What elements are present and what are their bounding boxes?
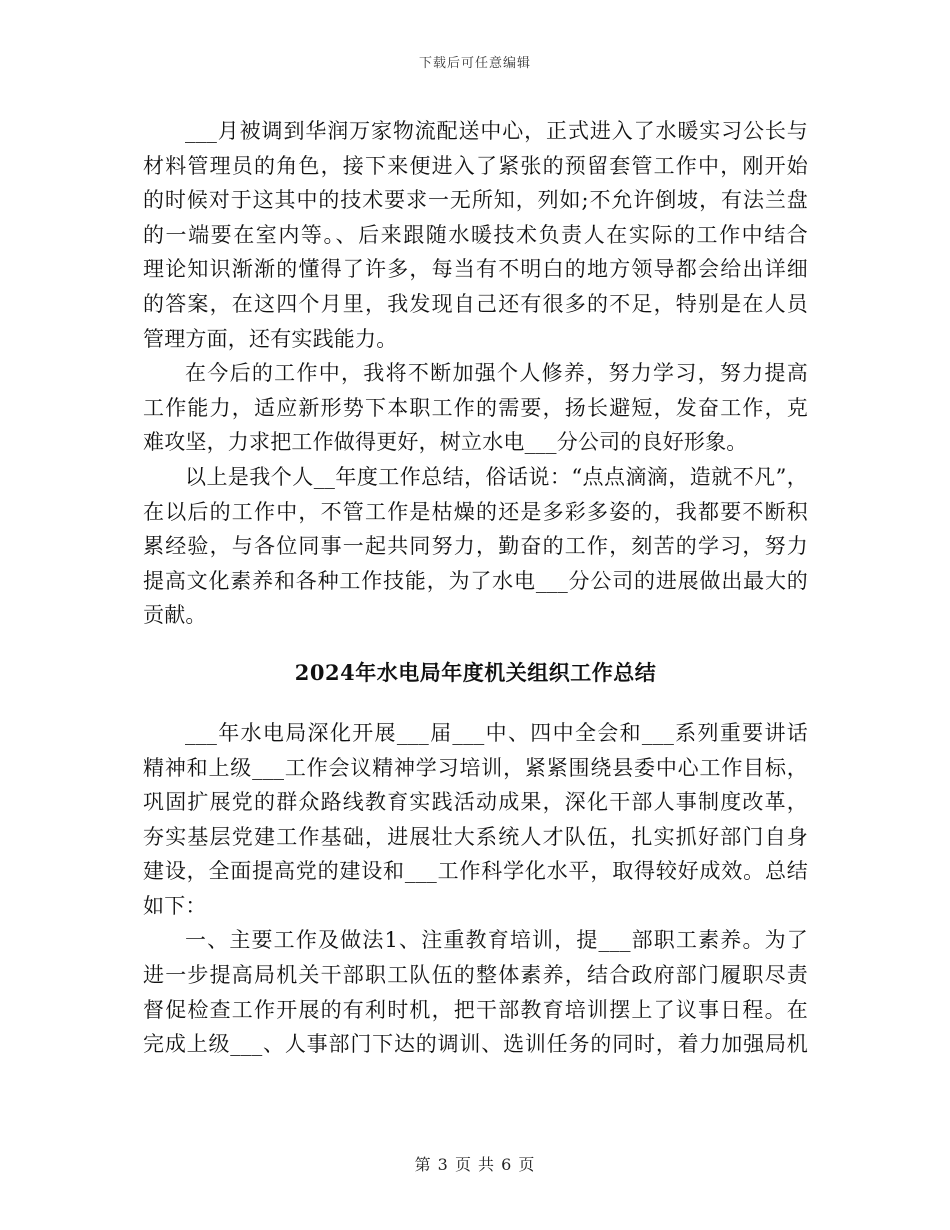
text-line: 在以后的工作中，不管工作是枯燥的还是多彩多姿的，我都要不断积: [143, 499, 808, 524]
paragraph: [143, 114, 808, 356]
section-title: 2024年水电局年度机关组织工作总结: [294, 659, 657, 685]
text-line: 一、主要工作及做法1、注重教育培训，提___部职工素养。为了: [185, 928, 808, 953]
paragraph: [143, 923, 808, 1061]
text-line: 进一步提高局机关干部职工队伍的整体素养，结合政府部门履职尽责: [143, 963, 808, 988]
text-line: 提高文化素养和各种工作技能，为了水电___分公司的进展做出最大的: [143, 568, 808, 593]
text-line: 的时候对于这其中的技术要求一无所知，列如;不允许倒坡，有法兰盘: [143, 188, 808, 213]
text-line: 工作能力，适应新形势下本职工作的需要，扬长避短，发奋工作，克: [143, 395, 808, 420]
text-line: 贡献。: [143, 603, 207, 628]
text-line: 巩固扩展党的群众路线教育实践活动成果，深化干部人事制度改革，: [143, 790, 808, 815]
text-line: 以上是我个人__年度工作总结，俗话说：“点点滴滴，造就不凡”，: [185, 464, 808, 489]
text-line: 管理方面，还有实践能力。: [143, 326, 398, 351]
text-line: 夯实基层党建工作基础，进展壮大系统人才队伍，扎实抓好部门自身: [143, 824, 808, 849]
text-line: 的一端要在室内等。、后来跟随水暖技术负责人在实际的工作中结合: [143, 222, 808, 247]
text-line: ___年水电局深化开展___届___中、四中全会和___系列重要讲话: [185, 720, 808, 745]
document-body: [143, 114, 808, 1062]
text-line: 在今后的工作中，我将不断加强个人修养，努力学习，努力提高: [185, 361, 808, 386]
text-line: ___月被调到华润万家物流配送中心，正式进入了水暖实习公长与: [185, 119, 808, 143]
text-line: 如下：: [143, 893, 207, 918]
text-line: 难攻坚，力求把工作做得更好，树立水电___分公司的良好形象。: [143, 430, 748, 455]
text-line: 建设，全面提高党的建设和___工作科学化水平，取得较好成效。总结: [143, 859, 808, 884]
text-line: 的答案，在这四个月里，我发现自己还有很多的不足，特别是在人员: [143, 291, 808, 316]
paragraph: [143, 716, 808, 924]
paragraph: [143, 460, 808, 633]
page-header: 下载后可任意编辑: [418, 56, 531, 71]
page-number: 第 3 页 共 6 页: [414, 1155, 536, 1174]
paragraph: [143, 356, 808, 460]
text-line: 督促检查工作开展的有利时机，把干部教育培训摆上了议事日程。在: [143, 997, 808, 1022]
text-line: 完成上级___、人事部门下达的调训、选训任务的同时，着力加强局机: [143, 1032, 808, 1057]
text-line: 累经验，与各位同事一起共同努力，勤奋的工作，刻苦的学习，努力: [143, 534, 808, 559]
text-line: 材料管理员的角色，接下来便进入了紧张的预留套管工作中，刚开始: [143, 153, 808, 178]
text-line: 理论知识渐渐的懂得了许多，每当有不明白的地方领导都会给出详细: [143, 257, 808, 282]
text-line: 精神和上级___工作会议精神学习培训，紧紧围绕县委中心工作目标，: [143, 755, 808, 780]
